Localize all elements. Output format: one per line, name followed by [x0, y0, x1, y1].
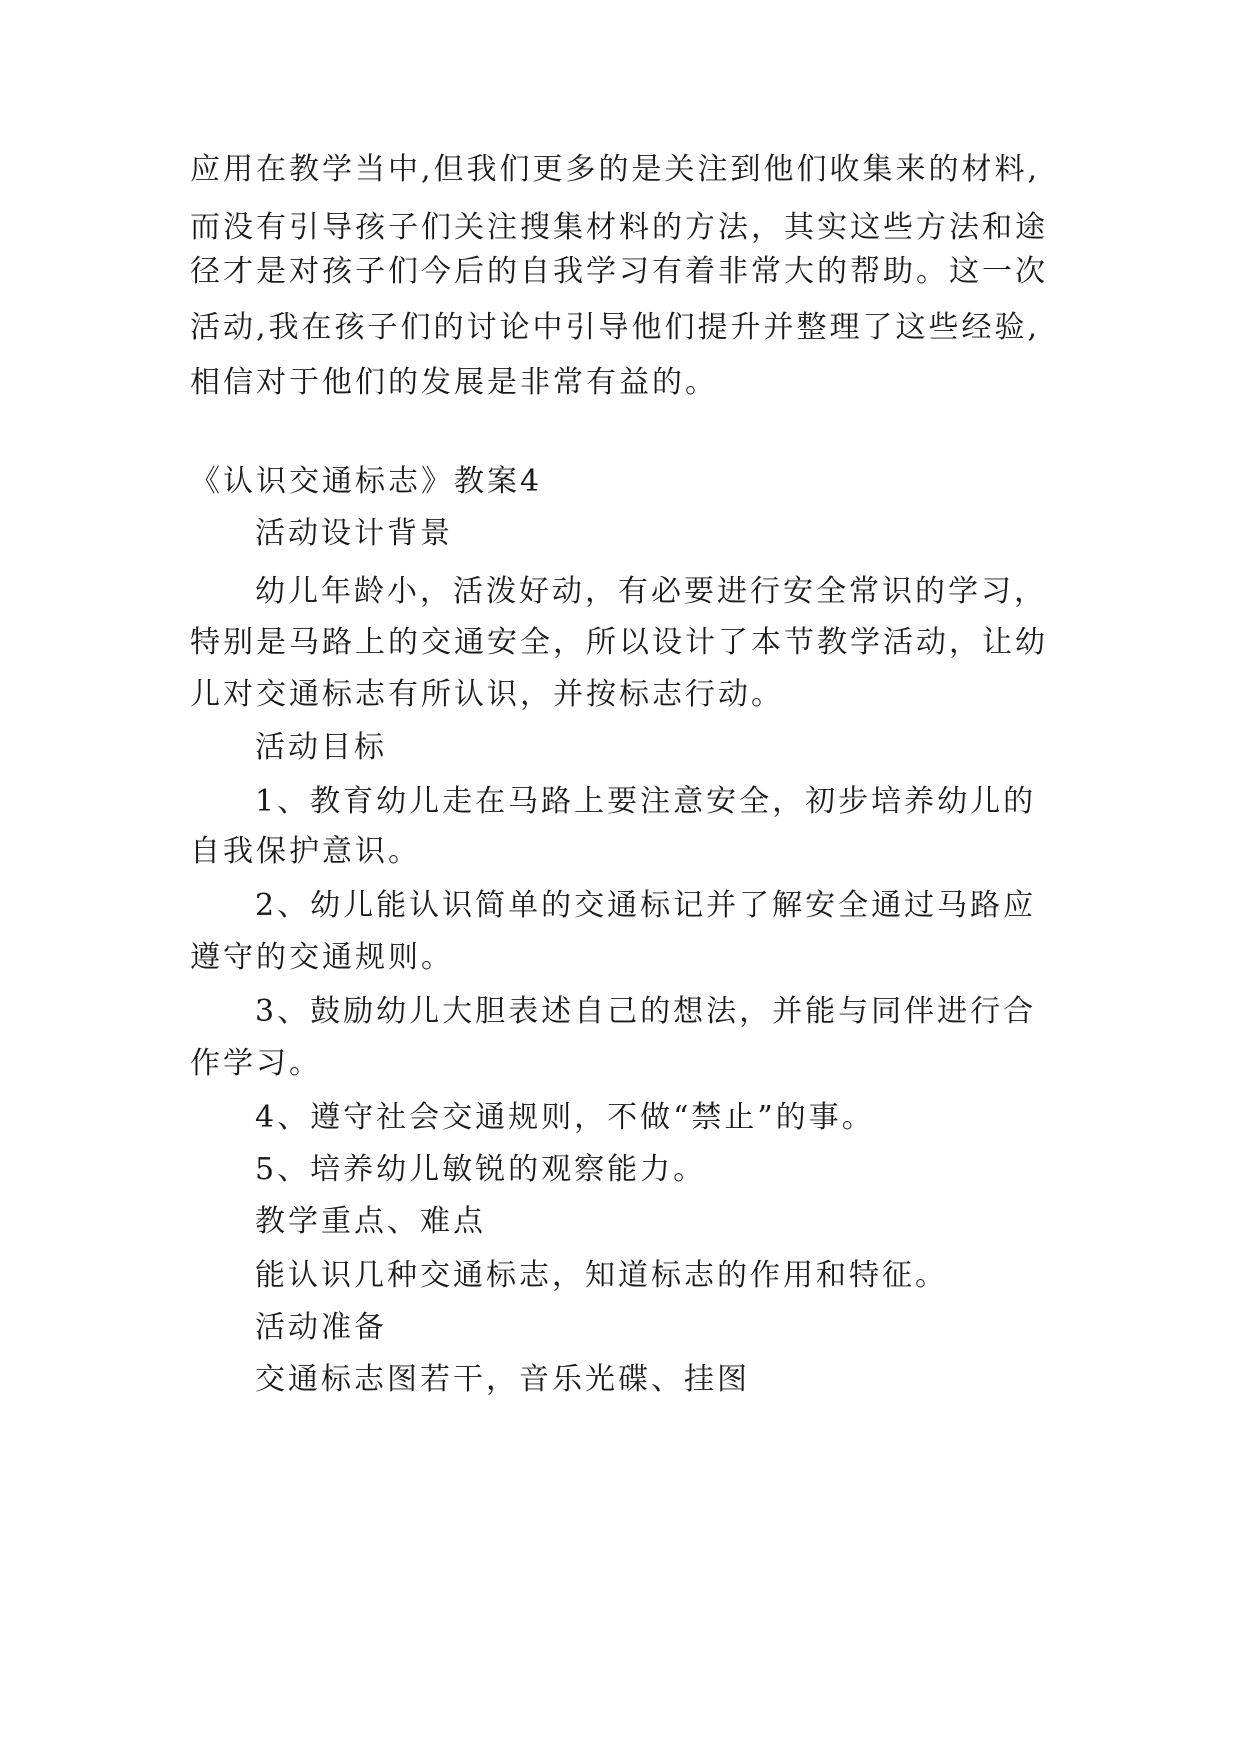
- goal-1-line-2: 自我保护意识。: [190, 834, 421, 869]
- intro-line-5: 相信对于他们的发展是非常有益的。: [190, 365, 718, 400]
- intro-line-1: 应用在教学当中,但我们更多的是关注到他们收集来的材料,: [190, 152, 1041, 187]
- preparation-text: 交通标志图若干，音乐光碟、挂图: [255, 1362, 750, 1397]
- goal-4: 4、遵守社会交通规则，不做“禁止”的事。: [255, 1100, 875, 1135]
- section-title: 《认识交通标志》教案4: [190, 464, 543, 499]
- intro-line-2: 而没有引导孩子们关注搜集材料的方法，其实这些方法和途: [190, 210, 1048, 245]
- goal-3-line-1: 3、鼓励幼儿大胆表述自己的想法，并能与同伴进行合: [255, 994, 1037, 1029]
- key-points-text: 能认识几种交通标志，知道标志的作用和特征。: [255, 1258, 948, 1293]
- background-line-1: 幼儿年龄小，活泼好动，有必要进行安全常识的学习，: [255, 574, 1047, 609]
- goal-5: 5、培养幼儿敏锐的观察能力。: [255, 1152, 707, 1187]
- preparation-heading: 活动准备: [255, 1310, 387, 1345]
- goal-3-line-2: 作学习。: [190, 1046, 322, 1081]
- goal-2-line-1: 2、幼儿能认识简单的交通标记并了解安全通过马路应: [255, 888, 1037, 923]
- goals-heading: 活动目标: [255, 730, 387, 765]
- background-line-3: 儿对交通标志有所认识，并按标志行动。: [190, 677, 784, 712]
- intro-line-4: 活动,我在孩子们的讨论中引导他们提升并整理了这些经验,: [190, 310, 1041, 345]
- background-heading: 活动设计背景: [255, 516, 453, 551]
- key-points-heading: 教学重点、难点: [255, 1204, 486, 1239]
- background-line-2: 特别是马路上的交通安全，所以设计了本节教学活动，让幼: [190, 625, 1048, 660]
- goal-2-line-2: 遵守的交通规则。: [190, 940, 454, 975]
- intro-line-3: 径才是对孩子们今后的自我学习有着非常大的帮助。这一次: [190, 254, 1048, 289]
- goal-1-line-1: 1、教育幼儿走在马路上要注意安全，初步培养幼儿的: [255, 784, 1037, 819]
